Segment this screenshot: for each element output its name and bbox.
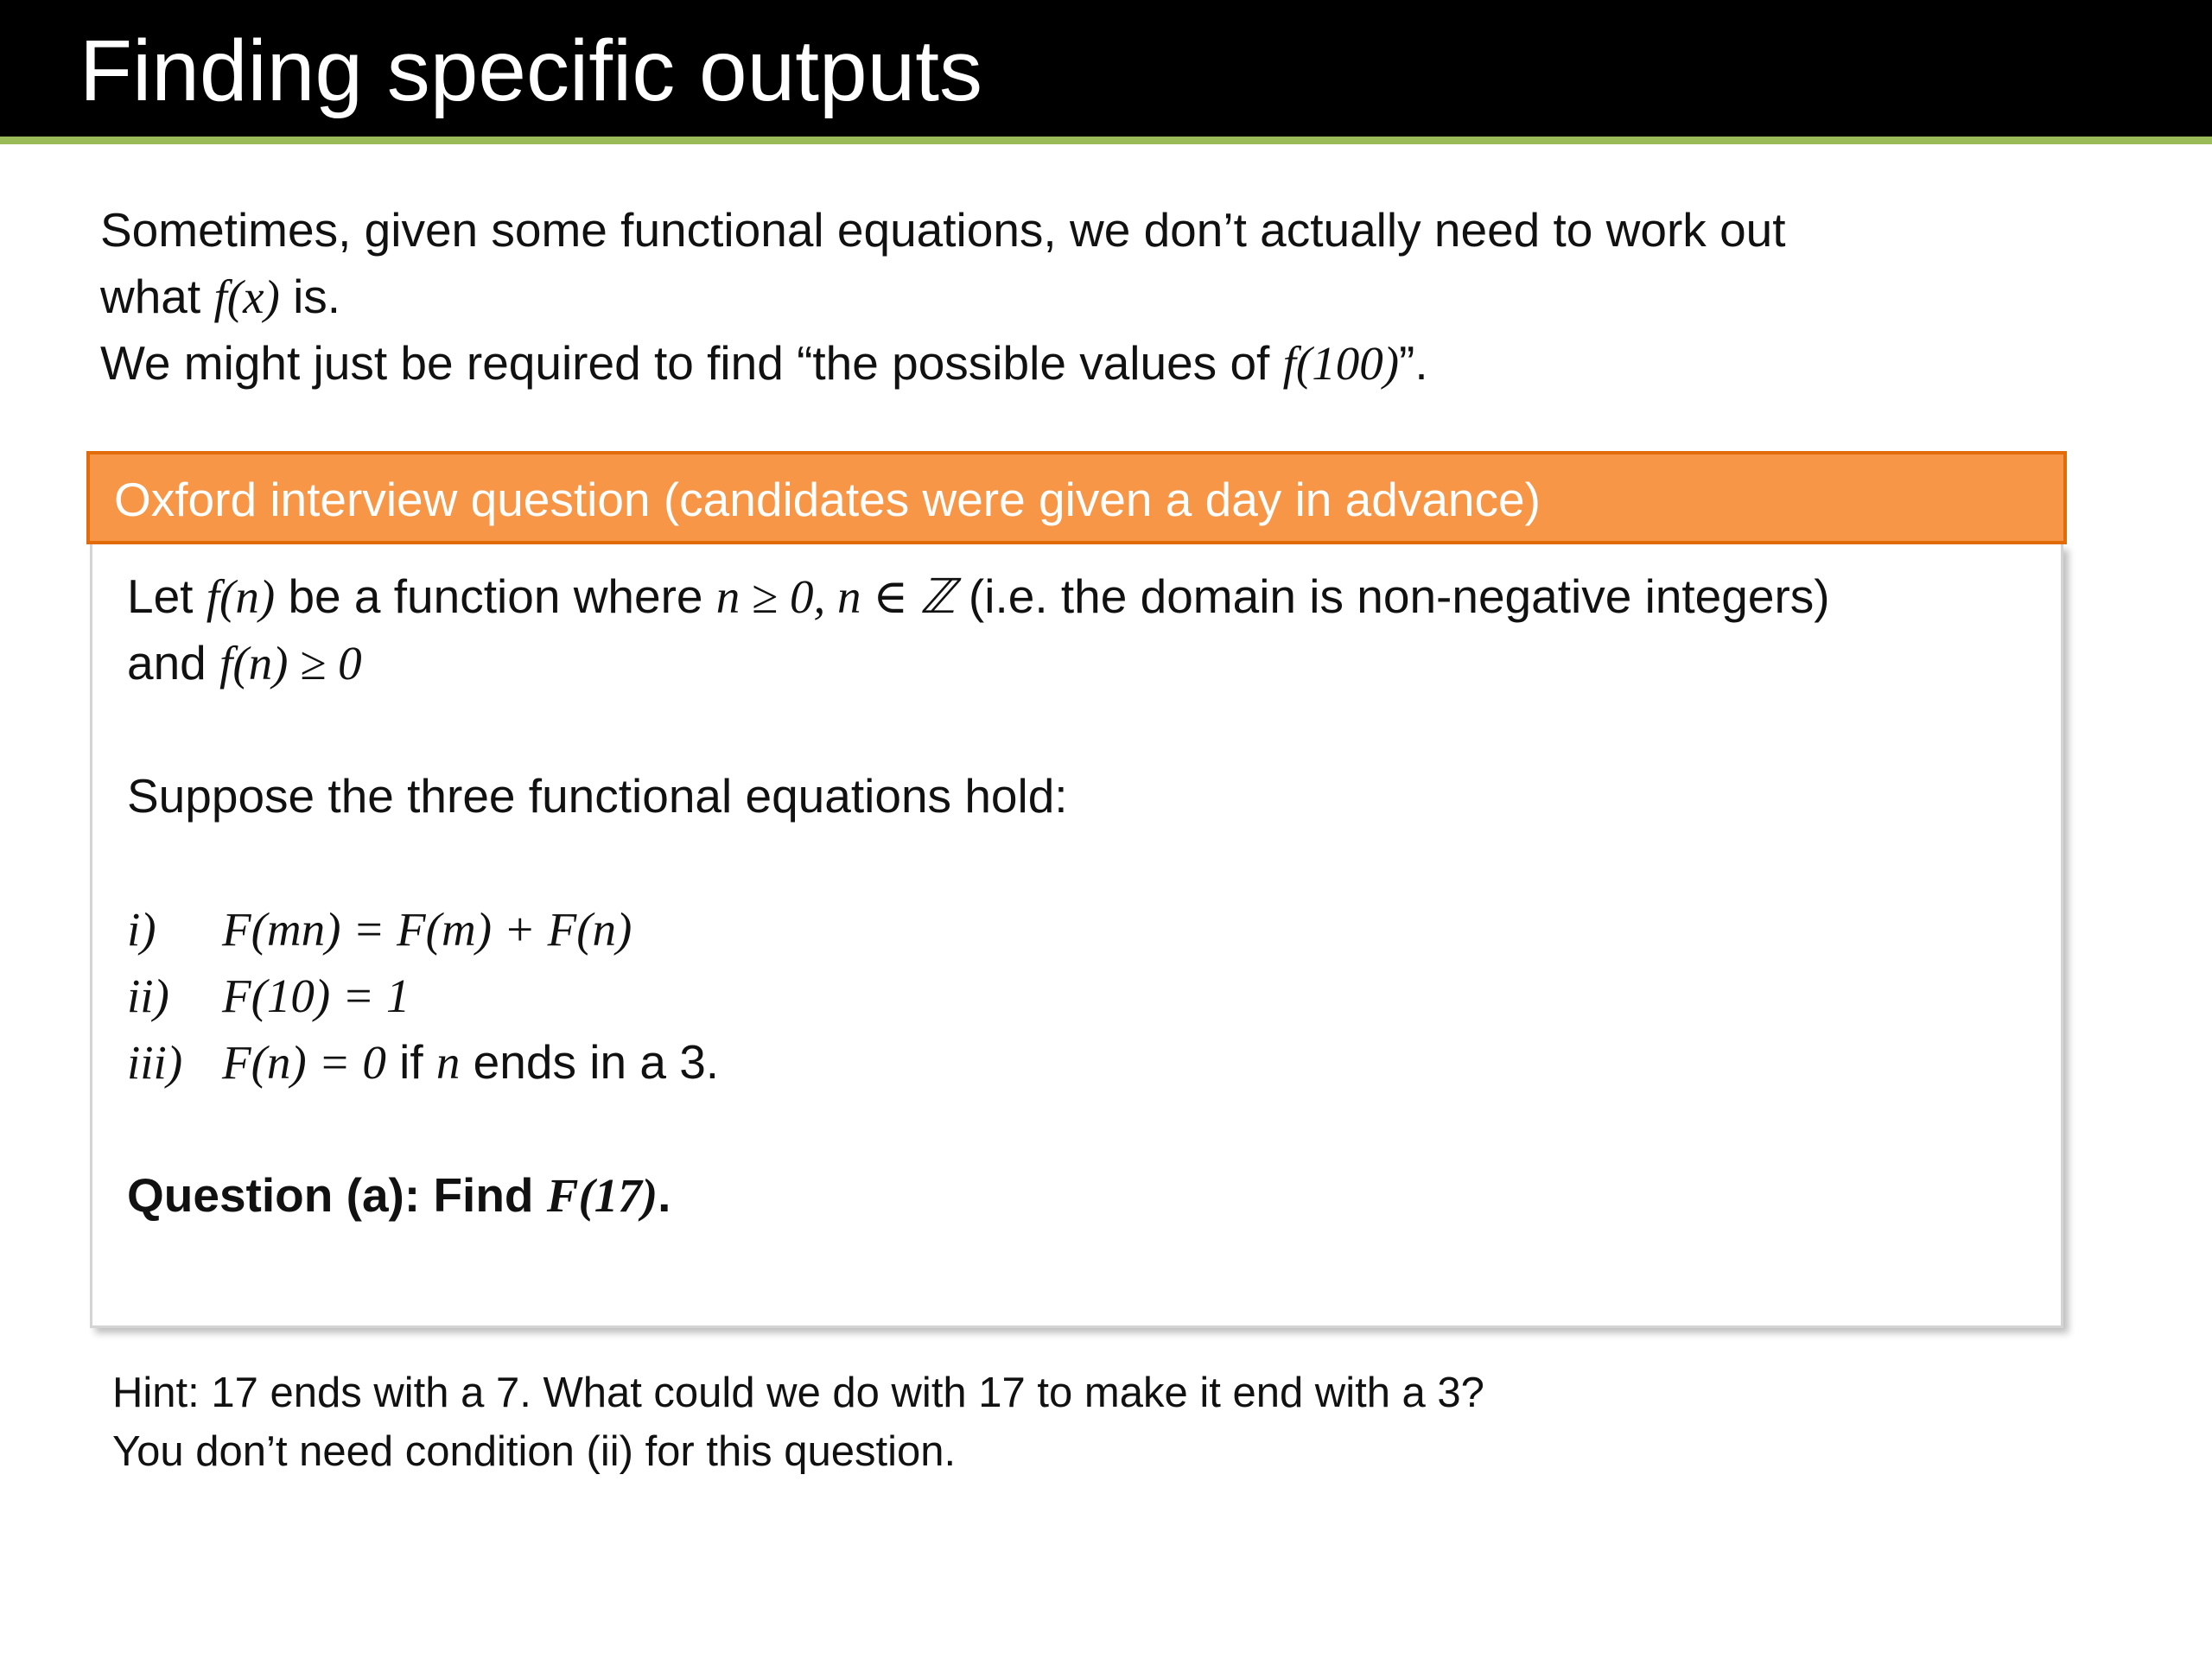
- equation-suffix-var: n: [435, 1036, 461, 1089]
- hint-text: [112, 1363, 1484, 1481]
- equation-iii: [127, 1029, 1830, 1096]
- let-pre: Let: [127, 569, 207, 623]
- equation-i: [127, 896, 1830, 963]
- intro-math-fx: f(x): [213, 270, 280, 323]
- question-a-post: .: [658, 1168, 671, 1222]
- question-a-math: F(17): [546, 1169, 658, 1222]
- title-bar: [0, 0, 2212, 137]
- spacer: [127, 1096, 1830, 1162]
- let-math-domain: n ≥ 0, n ∈ ℤ: [715, 570, 956, 623]
- intro-line-2-post: is.: [279, 270, 341, 323]
- equation-math: F(mn) = F(m) + F(n): [222, 903, 632, 956]
- hint-line-2: You don’t need condition (ii) for this question.: [112, 1428, 957, 1475]
- question-a: [127, 1162, 1830, 1229]
- question-box: [90, 544, 2063, 1328]
- equation-math: F(10) = 1: [222, 969, 410, 1022]
- equation-ii: [127, 963, 1830, 1029]
- let-mid: be a function where: [275, 569, 716, 623]
- intro-line-3: [100, 330, 2105, 397]
- intro-text: [100, 197, 2105, 397]
- page-title: Finding specific outputs: [79, 22, 983, 119]
- question-suppose-line: Suppose the three functional equations hold:: [127, 769, 1068, 823]
- question-header: [86, 451, 2067, 544]
- hint-line-1: Hint: 17 ends with a 7. What could we do with 17 to make it end with a 3?: [112, 1370, 1484, 1416]
- let-math-fn: f(n): [206, 570, 276, 623]
- let-post: (i.e. the domain is non-negative integers): [955, 569, 1830, 623]
- equation-label: i): [127, 903, 156, 956]
- equation-suffix-pre: if: [385, 1035, 436, 1089]
- title-underline: [0, 137, 2212, 144]
- intro-line-3-post: ”.: [1399, 336, 1428, 390]
- intro-math-f100: f(100): [1282, 337, 1400, 390]
- equation-suffix: ends in a 3.: [460, 1035, 720, 1089]
- intro-line-1: Sometimes, given some functional equations, we don’t actually need to work out: [100, 203, 1786, 257]
- spacer: [127, 830, 1830, 896]
- question-header-text: Oxford interview question (candidates were given a day in advance): [114, 473, 1541, 526]
- question-content: [127, 563, 1830, 1229]
- equation-label: iii): [127, 1036, 183, 1089]
- equation-label: ii): [127, 969, 169, 1022]
- intro-line-2-pre: what: [100, 270, 214, 323]
- and-math: f(n) ≥ 0: [219, 637, 362, 690]
- and-pre: and: [127, 636, 220, 690]
- question-and-line: [127, 630, 1830, 696]
- question-a-pre: Question (a): Find: [127, 1168, 547, 1222]
- intro-line-2: [100, 264, 2105, 330]
- intro-line-3-pre: We might just be required to find “the possible values of: [100, 336, 1283, 390]
- question-let-line: [127, 563, 1830, 630]
- spacer: [127, 696, 1830, 763]
- equation-math: F(n) = 0: [222, 1036, 386, 1089]
